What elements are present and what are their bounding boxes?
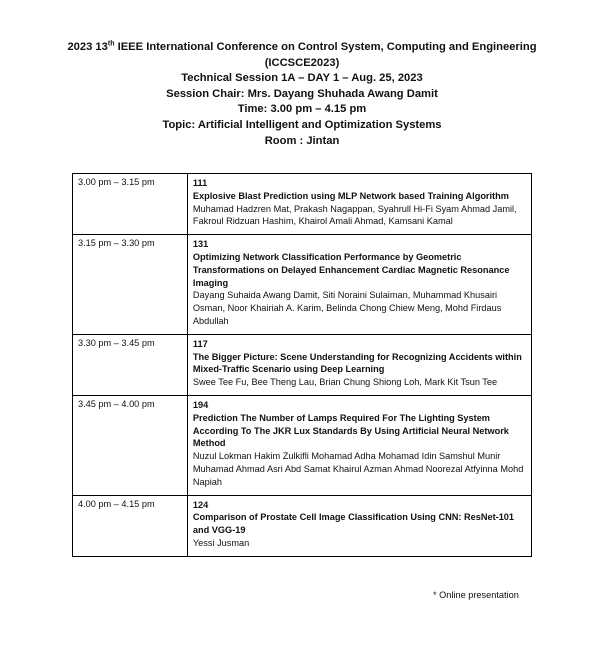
schedule-table — [72, 173, 532, 557]
session-time: Time: 3.00 pm – 4.15 pm — [237, 103, 367, 116]
slot-time: 4.00 pm – 4.15 pm — [73, 495, 188, 556]
paper-authors: Yessi Jusman — [192, 537, 250, 548]
slot-time: 3.00 pm – 3.15 pm — [73, 174, 188, 235]
paper-cell — [187, 235, 531, 335]
paper-title: Explosive Blast Prediction using MLP Network based Training Algorithm — [192, 190, 509, 201]
session-topic: Topic: Artificial Intelligent and Optimization Systems — [162, 118, 442, 131]
schedule-row — [73, 495, 532, 556]
schedule-row — [73, 334, 532, 395]
paper-authors: Swee Tee Fu, Bee Theng Lau, Brian Chung Shiong Loh, Mark Kit Tsun Tee — [192, 377, 498, 388]
paper-authors: Nuzul Lokman Hakim Zulkifli Mohamad Adha Mohamad Idin Samshul Munir Muhamad Ahmad Asri Abd Samat Khairul Azman Ahmad Noorezal Atfyinna Mohd Napiah — [192, 451, 524, 487]
paper-id: 124 — [192, 499, 209, 510]
slot-time: 3.15 pm – 3.30 pm — [73, 235, 188, 335]
schedule-row — [73, 395, 532, 495]
paper-authors: Dayang Suhaida Awang Damit, Siti Noraini Sulaiman, Muhammad Khusairi Osman, Noor Khairiah A. Karim, Belinda Chong Chiew Meng, Mohd Firdaus Abdullah — [192, 290, 502, 326]
schedule-row — [73, 174, 532, 235]
paper-title: Comparison of Prostate Cell Image Classification Using CNN: ResNet-101 and VGG-19 — [192, 512, 515, 536]
paper-title: Optimizing Network Classification Performance by Geometric Transformations on Delayed Enhancement Cardiac Magnetic Resonance Imaging — [192, 251, 510, 288]
paper-authors: Muhamad Hadzren Mat, Prakash Nagappan, Syahrull Hi-Fi Syam Ahmad Jamil, Fakroul Ridzuan Hashim, Khairol Amali Ahmad, Kamsani Kamal — [192, 203, 517, 227]
session-room: Room : Jintan — [264, 134, 340, 147]
slot-time: 3.30 pm – 3.45 pm — [73, 334, 188, 395]
schedule-row — [73, 235, 532, 335]
paper-id: 131 — [192, 239, 209, 250]
paper-id: 194 — [192, 399, 209, 410]
online-presentation-note: * Online presentation — [433, 590, 519, 600]
session-chair: Session Chair: Mrs. Dayang Shuhada Awang Damit — [166, 87, 438, 100]
paper-cell — [187, 495, 531, 556]
document-header — [0, 40, 604, 149]
paper-id: 117 — [192, 338, 208, 349]
paper-id: 111 — [192, 178, 208, 188]
paper-title: The Bigger Picture: Scene Understanding for Recognizing Accidents within Mixed-Traffic Scenario using Deep Learning — [192, 351, 522, 375]
conference-acronym: (ICCSCE2023) — [264, 56, 340, 69]
slot-time: 3.45 pm – 4.00 pm — [73, 395, 188, 495]
session-title: Technical Session 1A – DAY 1 – Aug. 25, 2023 — [181, 72, 423, 85]
paper-cell — [187, 334, 531, 395]
paper-title: Prediction The Number of Lamps Required For The Lighting System According To The JKR Lux Standards By Using Artificial Neural Network Method — [192, 412, 509, 449]
paper-cell — [187, 174, 531, 235]
conference-title: 2023 13th IEEE International Conference on Control System, Computing and Engineering — [67, 40, 537, 53]
paper-cell — [187, 395, 531, 495]
